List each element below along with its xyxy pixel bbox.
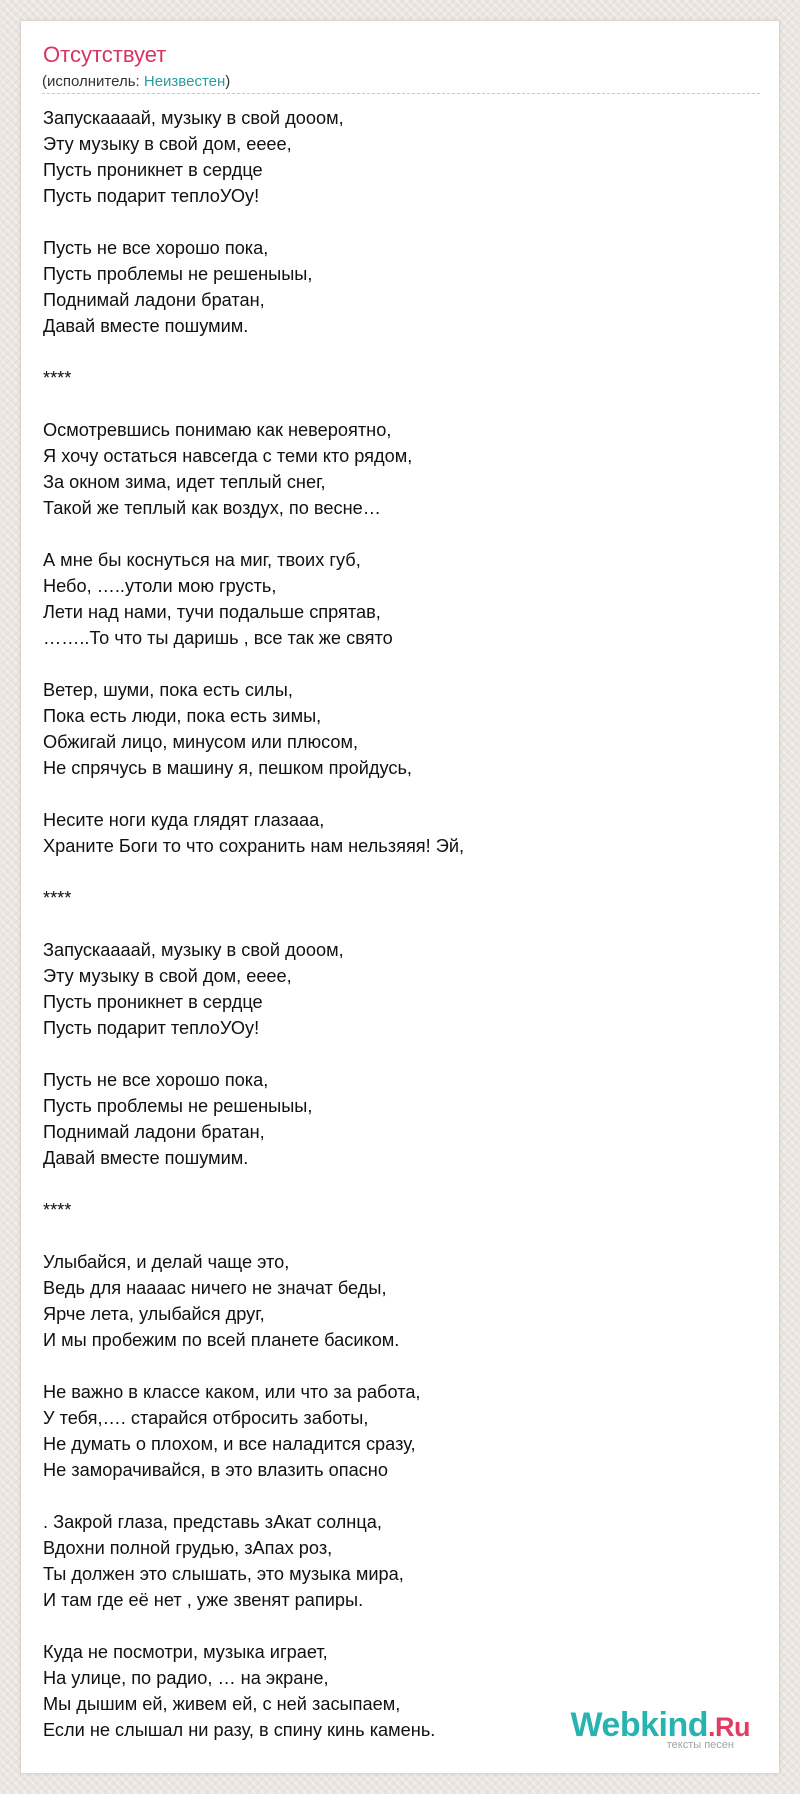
lyric-line: Давай вместе пошумим. — [43, 316, 249, 336]
lyric-line: Куда не посмотри, музыка играет, — [43, 1642, 328, 1662]
lyrics-text — [43, 105, 464, 1743]
lyric-line: Я хочу остаться навсегда с теми кто рядом, — [43, 446, 413, 466]
stanza-gap — [43, 1483, 464, 1509]
header-divider — [42, 93, 760, 94]
lyric-line: Запускаааай, музыку в свой дооом, — [43, 108, 344, 128]
lyric-line: Пусть проблемы не решеныыы, — [43, 1096, 313, 1116]
performer-prefix: (исполнитель: — [42, 73, 144, 90]
lyric-line: Пусть проблемы не решеныыы, — [43, 264, 313, 284]
lyric-line: Ты должен это слышать, это музыка мира, — [43, 1564, 404, 1584]
lyric-line: Запускаааай, музыку в свой дооом, — [43, 940, 344, 960]
lyric-line: . Закрой глаза, представь зАкат солнца, — [43, 1512, 382, 1532]
lyric-line: Мы дышим ей, живем ей, с ней засыпаем, — [43, 1694, 401, 1714]
lyric-line: Если не слышал ни разу, в спину кинь камень. — [43, 1720, 436, 1740]
logo-brand-name: Webkind — [570, 1706, 708, 1744]
lyric-line: Пусть проникнет в сердце — [43, 160, 263, 180]
lyric-line: На улице, по радио, … на экране, — [43, 1668, 329, 1688]
logo-tagline: тексты песен — [666, 1739, 734, 1751]
lyric-line: Ведь для наааас ничего не значат беды, — [43, 1278, 387, 1298]
lyric-line: Небо, …..утоли мою грусть, — [43, 576, 277, 596]
song-title: Отсутствует — [43, 42, 167, 67]
lyric-line: Эту музыку в свой дом, ееее, — [43, 134, 292, 154]
performer-suffix: ) — [225, 73, 231, 90]
lyric-line: Пусть не все хорошо пока, — [43, 1070, 269, 1090]
stanza-gap — [43, 1613, 464, 1639]
stanza-gap — [43, 391, 464, 417]
stanza-gap — [43, 1171, 464, 1197]
lyric-line: Такой же теплый как воздух, по весне… — [43, 498, 381, 518]
stanza-gap — [43, 521, 464, 547]
lyric-line: За окном зима, идет теплый снег, — [43, 472, 326, 492]
lyric-line: Вдохни полной грудью, зАпах роз, — [43, 1538, 333, 1558]
lyric-line: Не заморачивайся, в это влазить опасно — [43, 1460, 388, 1480]
lyric-line: Пусть подарит теплоУОу! — [43, 186, 260, 206]
lyric-line: Пусть подарит теплоУОу! — [43, 1018, 260, 1038]
stanza-gap — [43, 1223, 464, 1249]
stanza-gap — [43, 1353, 464, 1379]
lyric-line: Улыбайся, и делай чаще это, — [43, 1252, 290, 1272]
lyric-line: Поднимай ладони братан, — [43, 290, 265, 310]
lyric-line: Поднимай ладони братан, — [43, 1122, 265, 1142]
lyrics-card — [20, 20, 780, 1774]
lyric-line: Обжигай лицо, минусом или плюсом, — [43, 732, 359, 752]
stanza-gap — [43, 651, 464, 677]
lyric-line: Не думать о плохом, и все наладится сразу, — [43, 1434, 416, 1454]
stanza-gap — [43, 1041, 464, 1067]
lyric-line: **** — [43, 368, 72, 388]
performer-link[interactable]: Неизвестен — [143, 73, 226, 90]
stanza-gap — [43, 781, 464, 807]
stanza-gap — [43, 339, 464, 365]
lyric-line: Давай вместе пошумим. — [43, 1148, 249, 1168]
logo-brand-tld: .Ru — [708, 1712, 750, 1742]
lyric-line: Храните Боги то что сохранить нам нельзяяя! Эй, — [43, 836, 465, 856]
lyric-line: А мне бы коснуться на миг, твоих губ, — [43, 550, 361, 570]
lyric-line: Пусть проникнет в сердце — [43, 992, 263, 1012]
lyric-line: Не спрячусь в машину я, пешком пройдусь, — [43, 758, 412, 778]
lyric-line: Осмотревшись понимаю как невероятно, — [43, 420, 392, 440]
lyric-line: И там где её нет , уже звенят рапиры. — [43, 1590, 364, 1610]
lyric-line: Ветер, шуми, пока есть силы, — [43, 680, 293, 700]
stanza-gap — [43, 209, 464, 235]
lyric-line: **** — [43, 888, 72, 908]
lyric-line: Ярче лета, улыбайся друг, — [43, 1304, 265, 1324]
lyric-line: Эту музыку в свой дом, ееее, — [43, 966, 292, 986]
lyric-line: Лети над нами, тучи подальше спрятав, — [43, 602, 381, 622]
lyric-line: Пусть не все хорошо пока, — [43, 238, 269, 258]
lyric-line: Несите ноги куда глядят глазааа, — [43, 810, 325, 830]
lyric-line: И мы пробежим по всей планете басиком. — [43, 1330, 400, 1350]
stanza-gap — [43, 859, 464, 885]
lyric-line: Не важно в классе каком, или что за работа, — [43, 1382, 421, 1402]
site-logo[interactable] — [570, 1708, 750, 1751]
lyric-line: **** — [43, 1200, 72, 1220]
stanza-gap — [43, 911, 464, 937]
lyric-line: У тебя,…. старайся отбросить заботы, — [43, 1408, 369, 1428]
performer-line — [42, 74, 230, 89]
lyric-line: Пока есть люди, пока есть зимы, — [43, 706, 322, 726]
lyric-line: ……..То что ты даришь , все так же свято — [43, 628, 393, 648]
